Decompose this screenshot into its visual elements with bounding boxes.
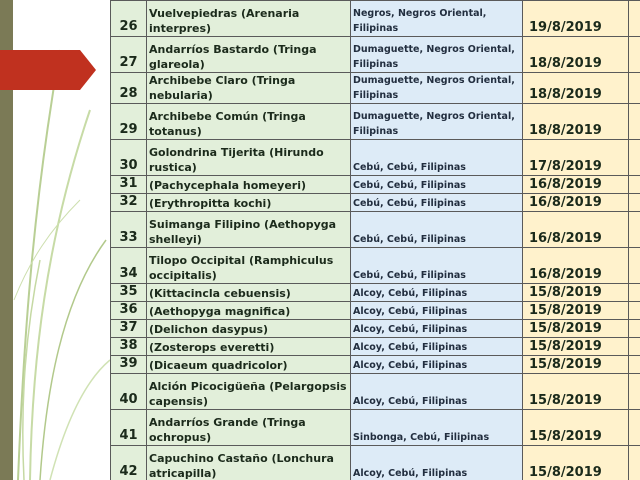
table-row xyxy=(111,248,640,284)
species-name: Vuelvepiedras (Arenaria interpres) xyxy=(147,1,351,37)
location: Alcoy, Cebú, Filipinas xyxy=(351,374,523,410)
extra-column xyxy=(629,176,640,194)
table-row xyxy=(111,212,640,248)
table-row xyxy=(111,302,640,320)
date: 19/8/2019 xyxy=(523,1,629,37)
location: Dumaguette, Negros Oriental, Filipinas xyxy=(351,73,523,104)
extra-column xyxy=(629,374,640,410)
species-name: Alción Picocigüeña (Pelargopsis capensis) xyxy=(147,374,351,410)
date: 15/8/2019 xyxy=(523,374,629,410)
row-number: 38 xyxy=(111,338,147,356)
location: Alcoy, Cebú, Filipinas xyxy=(351,320,523,338)
extra-column xyxy=(629,73,640,104)
table-row xyxy=(111,37,640,73)
row-number: 33 xyxy=(111,212,147,248)
table-row xyxy=(111,194,640,212)
row-number: 39 xyxy=(111,356,147,374)
extra-column xyxy=(629,446,640,480)
date: 18/8/2019 xyxy=(523,37,629,73)
extra-column xyxy=(629,338,640,356)
table-row xyxy=(111,338,640,356)
row-number: 31 xyxy=(111,176,147,194)
table-row xyxy=(111,374,640,410)
extra-column xyxy=(629,1,640,37)
species-name: (Aethopyga magnifica) xyxy=(147,302,351,320)
location: Alcoy, Cebú, Filipinas xyxy=(351,284,523,302)
extra-column xyxy=(629,248,640,284)
extra-column xyxy=(629,194,640,212)
location: Cebú, Cebú, Filipinas xyxy=(351,176,523,194)
extra-column xyxy=(629,140,640,176)
species-name: (Delichon dasypus) xyxy=(147,320,351,338)
extra-column xyxy=(629,37,640,73)
extra-column xyxy=(629,104,640,140)
extra-column xyxy=(629,302,640,320)
table-row xyxy=(111,320,640,338)
species-name: Suimanga Filipino (Aethopyga shelleyi) xyxy=(147,212,351,248)
date: 17/8/2019 xyxy=(523,140,629,176)
date: 16/8/2019 xyxy=(523,176,629,194)
extra-column xyxy=(629,284,640,302)
date: 18/8/2019 xyxy=(523,73,629,104)
species-name: Golondrina Tijerita (Hirundo rustica) xyxy=(147,140,351,176)
extra-column xyxy=(629,410,640,446)
species-name: (Erythropitta kochi) xyxy=(147,194,351,212)
table-row xyxy=(111,1,640,37)
row-number: 30 xyxy=(111,140,147,176)
row-number: 42 xyxy=(111,446,147,480)
location: Cebú, Cebú, Filipinas xyxy=(351,140,523,176)
location: Alcoy, Cebú, Filipinas xyxy=(351,446,523,480)
species-name: Andarríos Bastardo (Tringa glareola) xyxy=(147,37,351,73)
extra-column xyxy=(629,212,640,248)
row-number: 37 xyxy=(111,320,147,338)
species-name: Tilopo Occipital (Ramphiculus occipitalis) xyxy=(147,248,351,284)
row-number: 26 xyxy=(111,1,147,37)
table-row xyxy=(111,104,640,140)
table-row xyxy=(111,410,640,446)
location: Alcoy, Cebú, Filipinas xyxy=(351,356,523,374)
row-number: 35 xyxy=(111,284,147,302)
date: 15/8/2019 xyxy=(523,284,629,302)
location: Dumaguette, Negros Oriental, Filipinas xyxy=(351,104,523,140)
species-name: (Zosterops everetti) xyxy=(147,338,351,356)
table-row xyxy=(111,176,640,194)
row-number: 28 xyxy=(111,73,147,104)
row-number: 27 xyxy=(111,37,147,73)
location: Alcoy, Cebú, Filipinas xyxy=(351,338,523,356)
location: Negros, Negros Oriental, Filipinas xyxy=(351,1,523,37)
table-row xyxy=(111,73,640,104)
row-number: 32 xyxy=(111,194,147,212)
date: 16/8/2019 xyxy=(523,212,629,248)
arrow-icon xyxy=(0,50,100,90)
location: Sinbonga, Cebú, Filipinas xyxy=(351,410,523,446)
species-name: Archibebe Claro (Tringa nebularia) xyxy=(147,73,351,104)
date: 15/8/2019 xyxy=(523,446,629,480)
row-number: 29 xyxy=(111,104,147,140)
table-row xyxy=(111,446,640,480)
row-number: 41 xyxy=(111,410,147,446)
extra-column xyxy=(629,320,640,338)
extra-column xyxy=(629,356,640,374)
species-name: Capuchino Castaño (Lonchura atricapilla) xyxy=(147,446,351,480)
location: Alcoy, Cebú, Filipinas xyxy=(351,302,523,320)
row-number: 40 xyxy=(111,374,147,410)
location: Cebú, Cebú, Filipinas xyxy=(351,194,523,212)
table-row xyxy=(111,284,640,302)
date: 15/8/2019 xyxy=(523,338,629,356)
species-name: Archibebe Común (Tringa totanus) xyxy=(147,104,351,140)
species-name: Andarríos Grande (Tringa ochropus) xyxy=(147,410,351,446)
date: 16/8/2019 xyxy=(523,194,629,212)
species-name: (Kittacincla cebuensis) xyxy=(147,284,351,302)
slide-sidebar xyxy=(0,0,110,480)
date: 18/8/2019 xyxy=(523,104,629,140)
date: 15/8/2019 xyxy=(523,410,629,446)
location: Cebú, Cebú, Filipinas xyxy=(351,212,523,248)
row-number: 34 xyxy=(111,248,147,284)
species-table xyxy=(110,0,640,480)
table-row xyxy=(111,140,640,176)
species-name: (Dicaeum quadricolor) xyxy=(147,356,351,374)
table-row xyxy=(111,356,640,374)
date: 15/8/2019 xyxy=(523,320,629,338)
date: 15/8/2019 xyxy=(523,356,629,374)
location: Cebú, Cebú, Filipinas xyxy=(351,248,523,284)
species-name: (Pachycephala homeyeri) xyxy=(147,176,351,194)
date: 15/8/2019 xyxy=(523,302,629,320)
species-table-grid xyxy=(110,0,640,480)
location: Dumaguette, Negros Oriental, Filipinas xyxy=(351,37,523,73)
date: 16/8/2019 xyxy=(523,248,629,284)
row-number: 36 xyxy=(111,302,147,320)
